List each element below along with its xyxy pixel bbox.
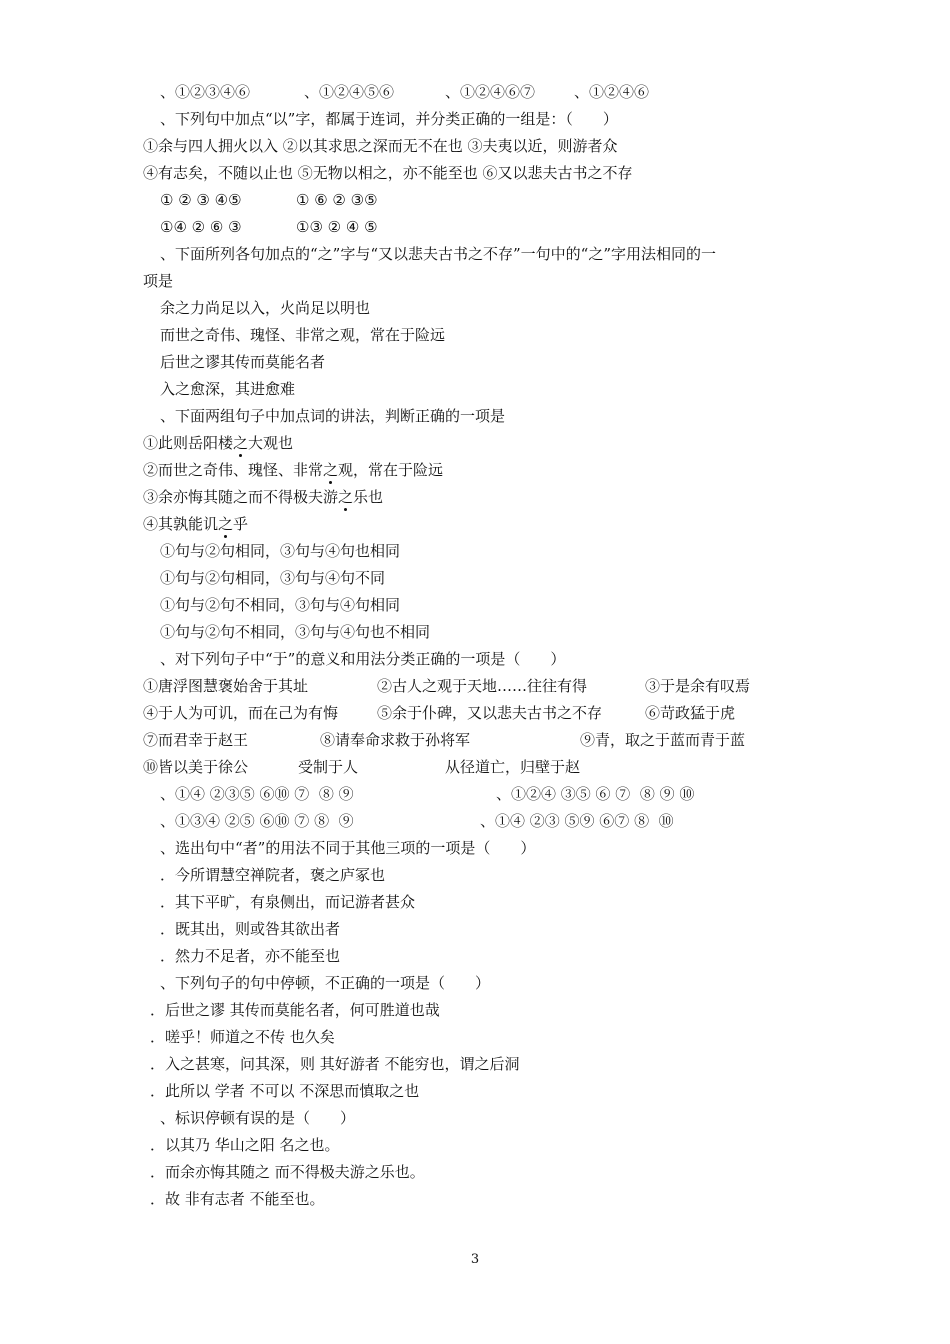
option-line: ．以其乃 华山之阳 名之也。 — [150, 1136, 340, 1154]
option-line: ①句与②句不相同，③句与④句相同 — [160, 596, 401, 614]
question-stem: 、对下列句子中“于”的意义和用法分类正确的一项是（ ） — [160, 650, 566, 668]
option-line: ①句与②句相同，③句与④句也相同 — [160, 542, 401, 560]
sentence-line — [143, 460, 443, 480]
sentence-item: ③于是余有叹焉 — [645, 677, 751, 695]
sentence-item: 受制于人 — [298, 758, 359, 776]
sentence-row — [143, 757, 843, 777]
sentence-item: ④于人为可讥，而在己为有悔 — [143, 704, 339, 722]
text-segment: ④其孰能讥 — [143, 515, 219, 533]
text-segment: 观，常在于险远 — [338, 461, 444, 479]
text-segment: ③余亦悔其随之而不得极夫游 — [143, 488, 339, 506]
option-text: 、①④ ②③ ⑤⑨ ⑥⑦ ⑧ ⑩ — [480, 812, 674, 830]
option-line: ①句与②句相同，③句与④句不同 — [160, 569, 386, 587]
q-options-row-1 — [160, 82, 860, 102]
option-text: ① ② ③ ④⑤ — [160, 191, 242, 209]
dotted-char: 之 — [323, 461, 339, 479]
option-text: 、①④ ②③⑤ ⑥⑩ ⑦ ⑧ ⑨ — [160, 785, 354, 803]
option-line: ．后世之谬 其传而莫能名者，何可胜道也哉 — [150, 1001, 440, 1019]
text-segment: 大观也 — [248, 434, 294, 452]
dotted-char: 之 — [233, 434, 249, 452]
sentence-line: ①余与四人拥火以入 ②以其求思之深而无不在也 ③夫夷以近，则游者众 — [143, 137, 618, 155]
question-stem: 、选出句中“者”的用法不同于其他三项的一项是（ ） — [160, 839, 536, 857]
question-stem-cont: 项是 — [143, 272, 174, 290]
q-options-row — [160, 217, 560, 237]
sentence-line — [143, 433, 293, 453]
question-stem: 、下列句中加点“以”字，都属于连词，并分类正确的一组是：（ ） — [160, 110, 618, 128]
question-stem: 、下面所列各句加点的“之”字与“又以悲夫古书之不存”一句中的“之”字用法相同的一 — [160, 245, 717, 263]
sentence-row — [143, 730, 843, 750]
sentence-line — [143, 514, 248, 534]
q-options-row — [160, 811, 860, 831]
question-stem: 、下面两组句子中加点词的讲法，判断正确的一项是 — [160, 407, 506, 425]
dotted-char: 之 — [218, 515, 234, 533]
dotted-char: 之 — [338, 488, 354, 506]
option-text: 、①②④⑥⑦ — [445, 83, 536, 101]
text-segment: 乎 — [233, 515, 249, 533]
page-number: 3 — [470, 1252, 480, 1267]
option-text: 、①③④ ②⑤ ⑥⑩ ⑦ ⑧ ⑨ — [160, 812, 354, 830]
option-line: 而世之奇伟、瑰怪、非常之观，常在于险远 — [160, 326, 446, 344]
option-text: 、①②④⑤⑥ — [304, 83, 395, 101]
question-stem: 、下列句子的句中停顿，不正确的一项是（ ） — [160, 974, 491, 992]
sentence-row — [143, 676, 843, 696]
sentence-line — [143, 487, 383, 507]
text-segment: 乐也 — [353, 488, 384, 506]
option-line: ．嗟乎！师道之不传 也久矣 — [150, 1028, 335, 1046]
option-text: ①③ ② ④ ⑤ — [296, 218, 378, 236]
option-line: 入之愈深，其进愈难 — [160, 380, 296, 398]
option-line: ．今所谓慧空禅院者，褒之庐冢也 — [160, 866, 386, 884]
option-text: 、①②④ ③⑤ ⑥ ⑦ ⑧ ⑨ ⑩ — [496, 785, 695, 803]
sentence-item: ⑨青，取之于蓝而青于蓝 — [580, 731, 746, 749]
sentence-item: ⑩皆以美于徐公 — [143, 758, 249, 776]
q-options-row — [160, 190, 560, 210]
sentence-item: ②古人之观于天地……往往有得 — [377, 677, 588, 695]
sentence-line: ④有志矣，不随以止也 ⑤无物以相之，亦不能至也 ⑥又以悲夫古书之不存 — [143, 164, 633, 182]
sentence-item: ⑤余于仆碑，又以悲夫古书之不存 — [377, 704, 603, 722]
option-line: ①句与②句不相同，③句与④句也不相同 — [160, 623, 431, 641]
option-text: ① ⑥ ② ③⑤ — [296, 191, 378, 209]
option-line: ．入之甚寒，问其深，则 其好游者 不能穷也，谓之后洞 — [150, 1055, 520, 1073]
option-line: ．既其出，则或咎其欲出者 — [160, 920, 341, 938]
option-line: 余之力尚足以入，火尚足以明也 — [160, 299, 371, 317]
text-segment: ②而世之奇伟、瑰怪、非常 — [143, 461, 324, 479]
text-segment: ①此则岳阳楼 — [143, 434, 234, 452]
sentence-item: ⑥苛政猛于虎 — [645, 704, 736, 722]
option-line: ．故 非有志者 不能至也。 — [150, 1190, 325, 1208]
sentence-item: ⑦而君幸于赵王 — [143, 731, 249, 749]
option-line: 后世之谬其传而莫能名者 — [160, 353, 326, 371]
option-text: 、①②④⑥ — [574, 83, 650, 101]
sentence-item: ⑧请奉命求救于孙将军 — [320, 731, 471, 749]
sentence-row — [143, 703, 843, 723]
option-line: ．然力不足者，亦不能至也 — [160, 947, 341, 965]
option-line: ．而余亦悔其随之 而不得极夫游之乐也。 — [150, 1163, 425, 1181]
option-line: ．其下平旷，有泉侧出，而记游者甚众 — [160, 893, 416, 911]
sentence-item: ①唐浮图慧褒始舍于其址 — [143, 677, 309, 695]
question-stem: 、标识停顿有误的是（ ） — [160, 1109, 356, 1127]
q-options-row — [160, 784, 860, 804]
option-line: ．此所以 学者 不可以 不深思而慎取之也 — [150, 1082, 420, 1100]
option-text: ①④ ② ⑥ ③ — [160, 218, 242, 236]
sentence-item: 从径道亡，归壁于赵 — [445, 758, 581, 776]
option-text: 、①②③④⑥ — [160, 83, 251, 101]
